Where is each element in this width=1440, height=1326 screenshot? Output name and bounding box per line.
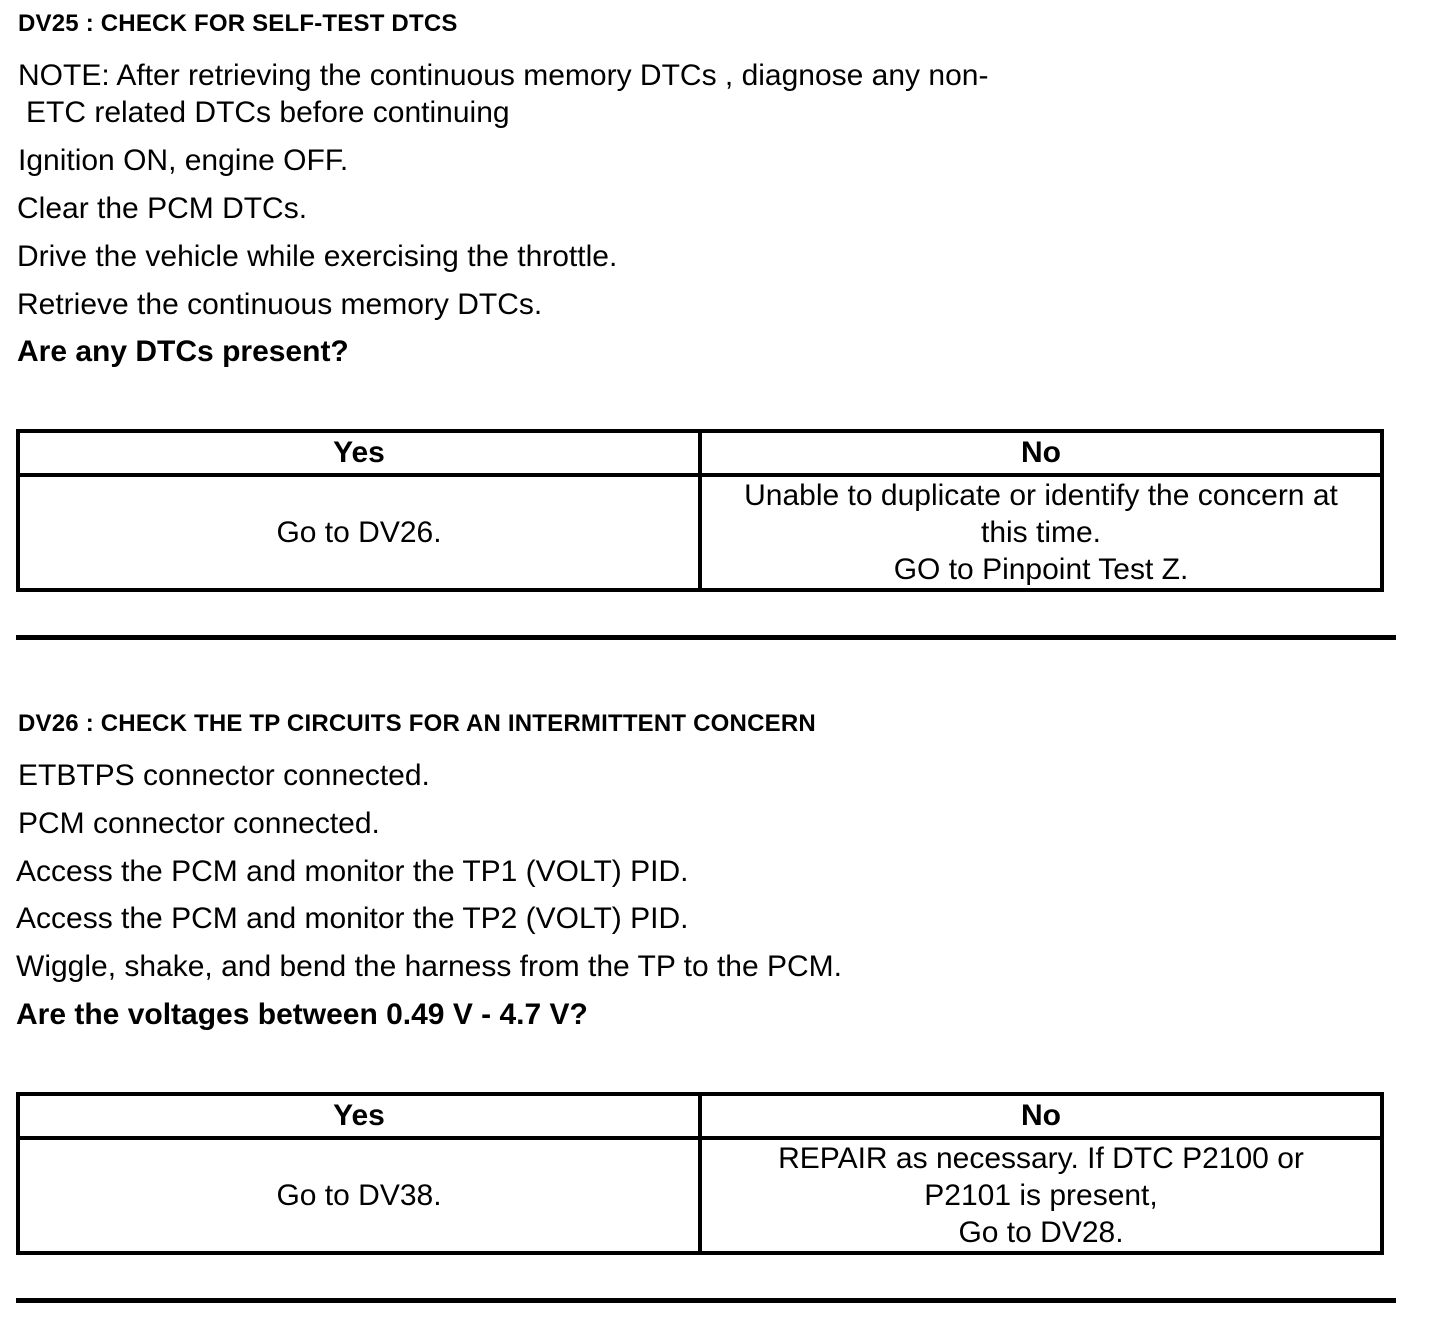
no-cell-line: REPAIR as necessary. If DTC P2100 or — [778, 1142, 1304, 1175]
table-row — [18, 1138, 1382, 1253]
dv25-step: Drive the vehicle while exercising the throttle. — [17, 240, 618, 273]
no-cell-line: P2101 is present, — [924, 1179, 1158, 1212]
yes-header: Yes — [18, 431, 700, 475]
dv25-result-table — [16, 429, 1384, 592]
dv25-note-line2: ETC related DTCs before continuing — [26, 96, 510, 129]
dv26-step: ETBTPS connector connected. — [18, 759, 430, 792]
dv26-step: PCM connector connected. — [18, 807, 380, 840]
table-row — [18, 475, 1382, 590]
no-cell-line: Go to DV28. — [958, 1216, 1124, 1249]
no-cell-line: this time. — [980, 516, 1102, 549]
no-cell-line: GO to Pinpoint Test Z. — [893, 553, 1189, 586]
dv26-heading: DV26 : CHECK THE TP CIRCUITS FOR AN INTERMITTENT CONCERN — [18, 710, 816, 737]
dv25-note-line1: NOTE: After retrieving the continuous memory DTCs , diagnose any non- — [18, 59, 989, 92]
yes-cell: Go to DV26. — [18, 475, 700, 590]
dv25-heading: DV25 : CHECK FOR SELF-TEST DTCS — [18, 10, 458, 37]
dv25-step: Ignition ON, engine OFF. — [18, 144, 349, 177]
yes-cell: Go to DV38. — [18, 1138, 700, 1253]
no-header: No — [700, 1094, 1382, 1138]
dv26-step: Access the PCM and monitor the TP1 (VOLT) PID. — [16, 855, 689, 888]
dv26-step: Access the PCM and monitor the TP2 (VOLT) PID. — [16, 902, 689, 935]
no-header: No — [700, 431, 1382, 475]
table-header-row — [18, 1094, 1382, 1138]
no-cell-line: Unable to duplicate or identify the concern at — [744, 479, 1338, 512]
no-cell — [700, 1138, 1382, 1253]
section-divider — [16, 1298, 1396, 1303]
dv25-step: Retrieve the continuous memory DTCs. — [17, 288, 543, 321]
dv26-step: Wiggle, shake, and bend the harness from the TP to the PCM. — [16, 950, 843, 983]
section-divider — [16, 635, 1396, 640]
table-header-row — [18, 431, 1382, 475]
no-cell — [700, 475, 1382, 590]
yes-header: Yes — [18, 1094, 700, 1138]
dv26-question: Are the voltages between 0.49 V - 4.7 V? — [16, 998, 588, 1031]
dv26-result-table — [16, 1092, 1384, 1255]
dv25-question: Are any DTCs present? — [17, 335, 349, 368]
dv25-step: Clear the PCM DTCs. — [17, 192, 308, 225]
